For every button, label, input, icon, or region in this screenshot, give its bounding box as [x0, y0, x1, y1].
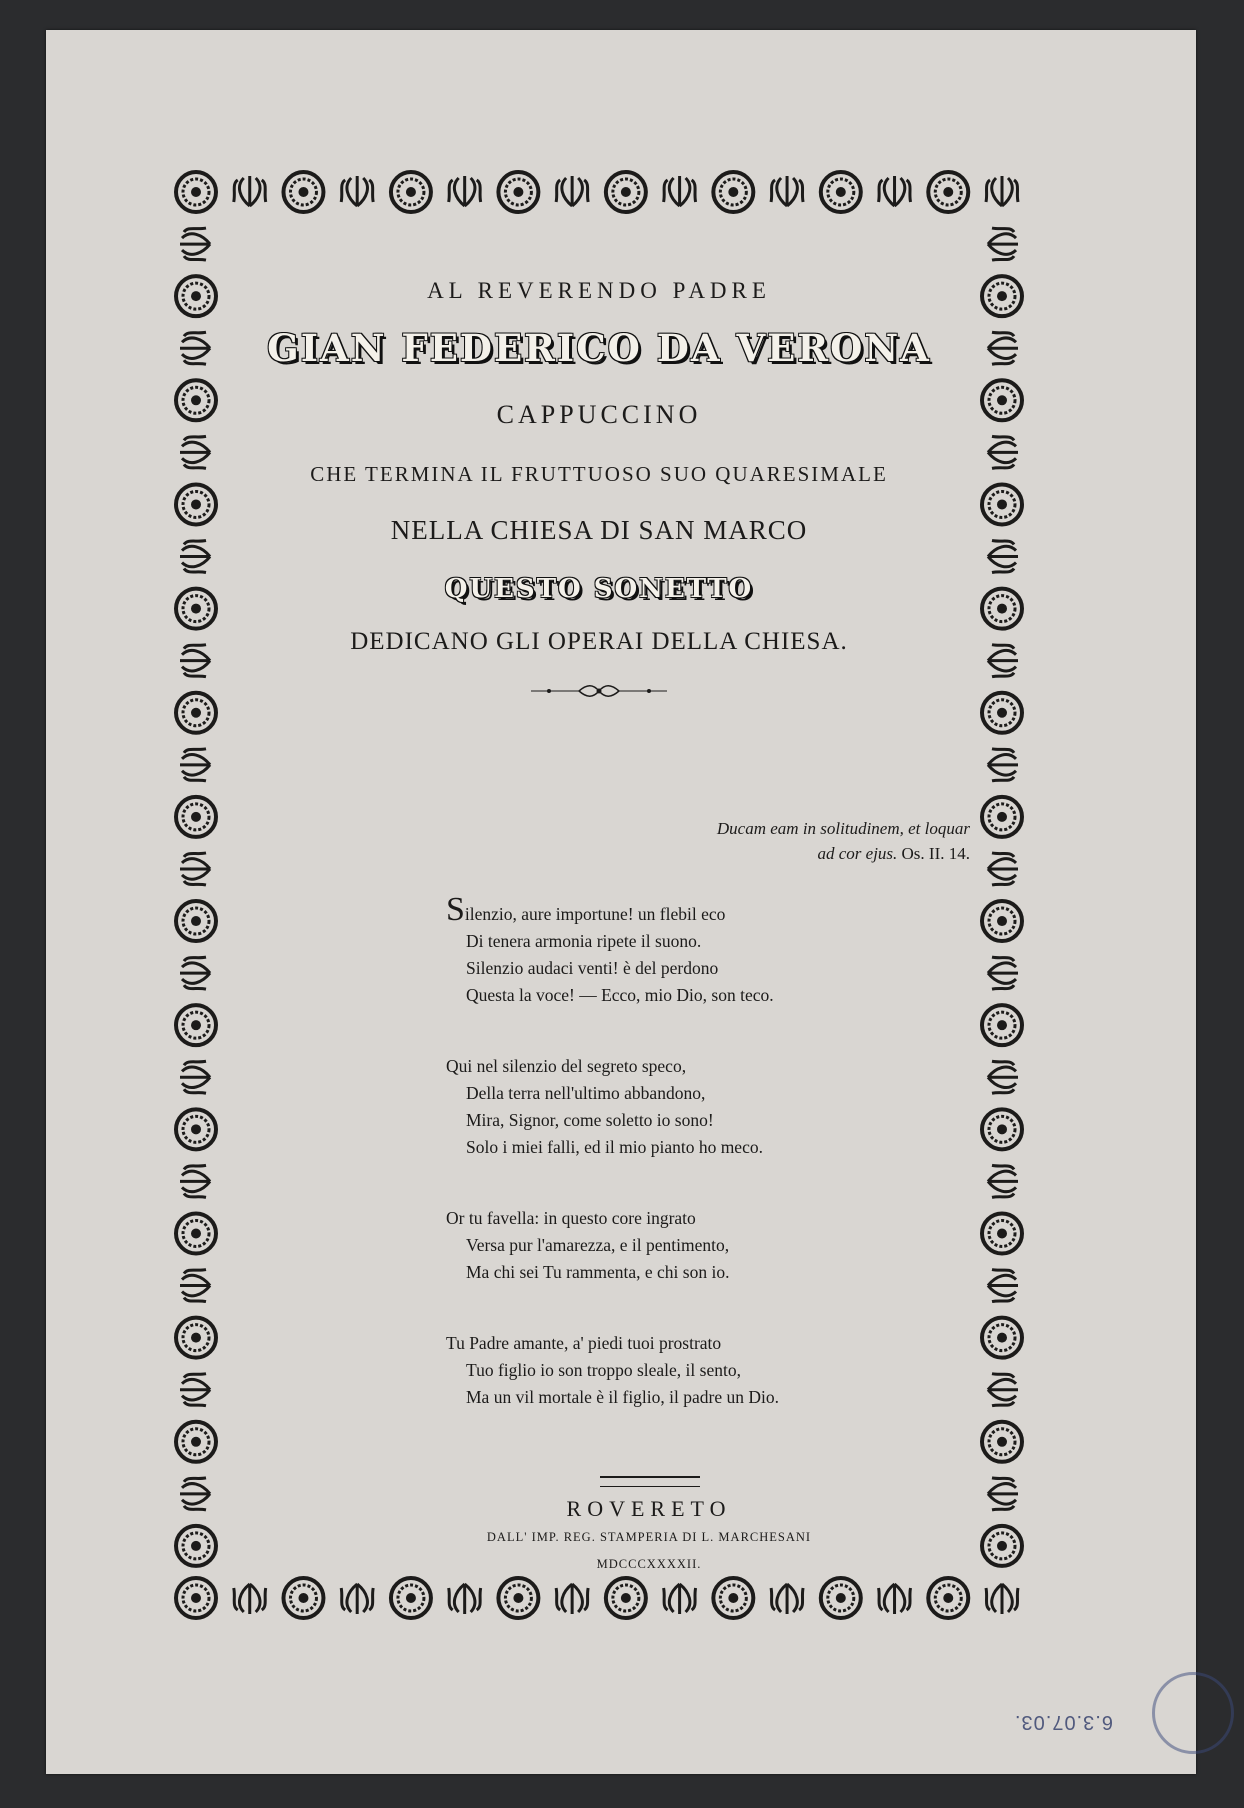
rosette-ornament	[606, 172, 646, 212]
palmette-ornament	[234, 1584, 266, 1614]
dedication-line-6: QUESTO SONETTO	[444, 574, 754, 604]
dedicatee-name: GIAN FEDERICO DA VERONA	[267, 326, 931, 370]
poem-line: Ma chi sei Tu rammenta, e chi son io.	[466, 1262, 730, 1282]
palmette-ornament	[341, 176, 373, 206]
rosette-ornament	[176, 1318, 216, 1358]
imprint-printer: DALL' IMP. REG. STAMPERIA DI L. MARCHESANI	[486, 1530, 812, 1544]
broadside-sheet	[46, 30, 1196, 1774]
palmette-ornament	[986, 1584, 1018, 1614]
rosette-ornament	[928, 172, 968, 212]
palmette-ornament	[449, 176, 481, 206]
rosette-ornament	[176, 1422, 216, 1462]
palmette-ornament	[986, 176, 1018, 206]
rosette-ornament	[928, 1578, 968, 1618]
rosette-ornament	[982, 380, 1022, 420]
sonnet	[446, 891, 906, 1455]
rosette-ornament	[176, 1109, 216, 1149]
dedication-line-7: DEDICANO GLI OPERAI DELLA CHIESA.	[350, 628, 848, 655]
palmette-ornament	[180, 1061, 210, 1093]
poem-line: Tuo figlio io son troppo sleale, il sento,	[466, 1360, 741, 1380]
palmette-ornament	[988, 957, 1018, 989]
rosette-ornament	[176, 1526, 216, 1566]
palmette-ornament	[988, 436, 1018, 468]
poem-line: Ma un vil mortale è il figlio, il padre un Dio.	[466, 1387, 779, 1407]
rosette-ornament	[283, 1578, 323, 1618]
rosette-ornament	[176, 276, 216, 316]
poem-line: Di tenera armonia ripete il suono.	[466, 931, 702, 951]
rosette-ornament	[176, 1578, 216, 1618]
rosette-ornament	[498, 172, 538, 212]
poem-line: Tu Padre amante, a' piedi tuoi prostrato	[446, 1333, 722, 1353]
rosette-ornament	[982, 693, 1022, 733]
palmette-ornament	[771, 1584, 803, 1614]
library-stamp	[1152, 1672, 1234, 1754]
poem-line: Qui nel silenzio del segreto speco,	[446, 1056, 687, 1076]
fleuron-ornament	[230, 684, 968, 703]
palmette-ornament	[180, 853, 210, 885]
rosette-ornament	[176, 693, 216, 733]
rosette-ornament	[176, 172, 216, 212]
palmette-ornament	[988, 1165, 1018, 1197]
palmette-ornament	[988, 645, 1018, 677]
double-rule	[600, 1476, 700, 1487]
epigraph-line-1: Ducam eam in solitudinem, et loquar	[716, 819, 970, 838]
rosette-ornament	[176, 797, 216, 837]
palmette-ornament	[988, 749, 1018, 781]
rosette-ornament	[176, 484, 216, 524]
palmette-ornament	[449, 1584, 481, 1614]
poem-line: ilenzio, aure importune! un flebil eco	[464, 904, 726, 924]
poem-line: Versa pur l'amarezza, e il pentimento,	[466, 1235, 730, 1255]
imprint-city: ROVERETO	[566, 1496, 732, 1521]
stanza-4	[446, 1330, 906, 1411]
palmette-ornament	[180, 1165, 210, 1197]
poem-line: Della terra nell'ultimo abbandono,	[466, 1083, 706, 1103]
imprint	[230, 1496, 1068, 1572]
palmette-ornament	[988, 1061, 1018, 1093]
rosette-ornament	[606, 1578, 646, 1618]
palmette-ornament	[988, 1270, 1018, 1302]
dedication-line-3: CAPPUCCINO	[496, 400, 702, 429]
rosette-ornament	[982, 1005, 1022, 1045]
epigraph-line-2: ad cor ejus.	[817, 844, 898, 863]
palmette-ornament	[180, 645, 210, 677]
palmette-ornament	[180, 1478, 210, 1510]
rosette-ornament	[176, 1213, 216, 1253]
palmette-ornament	[180, 332, 210, 364]
rosette-ornament	[821, 172, 861, 212]
palmette-ornament	[664, 1584, 696, 1614]
epigraph	[640, 816, 970, 866]
dedication-line-5: NELLA CHIESA DI SAN MARCO	[390, 515, 808, 545]
stanza-2	[446, 1053, 906, 1161]
rosette-ornament	[982, 901, 1022, 941]
palmette-ornament	[879, 1584, 911, 1614]
rosette-ornament	[391, 1578, 431, 1618]
palmette-ornament	[180, 1270, 210, 1302]
palmette-ornament	[341, 1584, 373, 1614]
rosette-ornament	[982, 589, 1022, 629]
palmette-ornament	[988, 541, 1018, 573]
rosette-ornament	[821, 1578, 861, 1618]
poem-line: Questa la voce! — Ecco, mio Dio, son teco.	[466, 985, 774, 1005]
rosette-ornament	[982, 797, 1022, 837]
imprint-year: MDCCCXXXXII.	[596, 1557, 702, 1571]
poem-line: Mira, Signor, come soletto io sono!	[466, 1110, 714, 1130]
shelfmark-annotation: 6.3.07.03.	[1014, 1711, 1113, 1733]
stanza-1	[446, 891, 906, 1009]
palmette-ornament	[988, 853, 1018, 885]
drop-initial: S	[446, 891, 465, 928]
palmette-ornament	[771, 176, 803, 206]
dedication-line-1: AL REVERENDO PADRE	[427, 278, 771, 303]
rosette-ornament	[982, 1422, 1022, 1462]
rosette-ornament	[982, 484, 1022, 524]
rosette-ornament	[982, 1109, 1022, 1149]
dedication-line-4: CHE TERMINA IL FRUTTUOSO SUO QUARESIMALE	[310, 462, 888, 486]
poem-line: Silenzio audaci venti! è del perdono	[466, 958, 719, 978]
palmette-ornament	[180, 749, 210, 781]
stanza-3	[446, 1205, 906, 1286]
poem-line: Solo i miei falli, ed il mio pianto ho meco.	[466, 1137, 763, 1157]
palmette-ornament	[988, 228, 1018, 260]
rosette-ornament	[176, 589, 216, 629]
rosette-ornament	[713, 172, 753, 212]
rosette-ornament	[498, 1578, 538, 1618]
palmette-ornament	[556, 1584, 588, 1614]
palmette-ornament	[988, 1374, 1018, 1406]
palmette-ornament	[556, 176, 588, 206]
rosette-ornament	[283, 172, 323, 212]
palmette-ornament	[234, 176, 266, 206]
rosette-ornament	[982, 276, 1022, 316]
palmette-ornament	[879, 176, 911, 206]
epigraph-reference: Os. II. 14.	[901, 844, 970, 863]
rosette-ornament	[982, 1318, 1022, 1358]
palmette-ornament	[180, 1374, 210, 1406]
document-content	[230, 220, 970, 1571]
rosette-ornament	[713, 1578, 753, 1618]
palmette-ornament	[180, 541, 210, 573]
rosette-ornament	[176, 380, 216, 420]
palmette-ornament	[180, 957, 210, 989]
rosette-ornament	[176, 901, 216, 941]
poem-line: Or tu favella: in questo core ingrato	[446, 1208, 696, 1228]
palmette-ornament	[180, 436, 210, 468]
palmette-ornament	[180, 228, 210, 260]
rosette-ornament	[391, 172, 431, 212]
palmette-ornament	[664, 176, 696, 206]
rosette-ornament	[176, 1005, 216, 1045]
rosette-ornament	[982, 1213, 1022, 1253]
palmette-ornament	[988, 332, 1018, 364]
